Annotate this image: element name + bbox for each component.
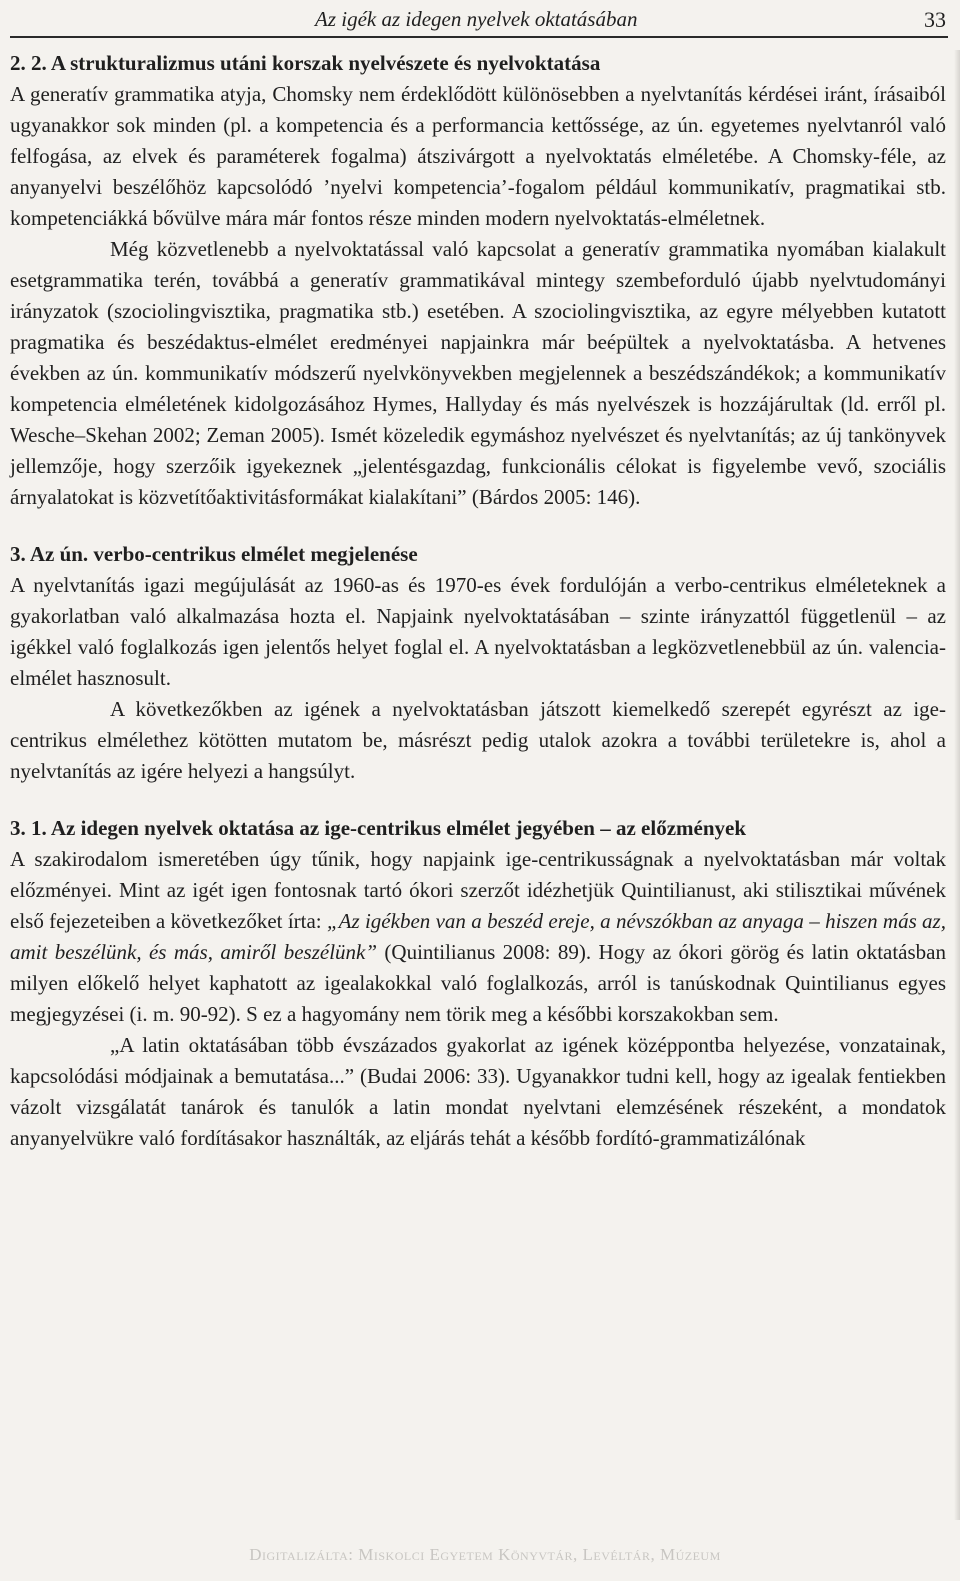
paragraph: A következőkben az igének a nyelvoktatásban játszott kiemelkedő szerepét egyrészt az ige-centrikus elmélethez kötötten mutatom be, másrészt pedig utalok azokra a további területekre is, ahol a nyelvtanítás az igére helyezi a hangsúlyt. <box>10 697 946 783</box>
paragraph: A nyelvtanítás igazi megújulását az 1960-as és 1970-es évek fordulóján a verbo-centrikus elméleteknek a gyakorlatban való alkalmazása hozta el. Napjaink nyelvoktatásában – szinte irányzattól függetlenül – az igékkel való foglalkozás igen jelentős helyet foglal el. A nyelvoktatásban a legközvetlenebbül az ún. valencia-elmélet hasznosult. <box>10 573 946 690</box>
section-heading-2-2: 2. 2. A strukturalizmus utáni korszak nyelvészete és nyelvoktatása <box>10 51 601 75</box>
digitization-watermark: Digitalizálta: Miskolci Egyetem Könyvtár, Levéltár, Múzeum <box>249 1545 721 1564</box>
paragraph-text: (Quintilianus 2008: 89). Hogy az ókori görög és latin oktatásban milyen előkelő helyet kaphatott az igealakokkal való foglalkozás, arról is tanúskodnak Quintilianus egyes megjegyzései (i. m. 90-92). S ez a hagyomány nem törik meg a későbbi korszakokban sem. <box>10 940 946 1026</box>
section-heading-3: 3. Az ún. verbo-centrikus elmélet megjelenése <box>10 542 418 566</box>
quintilianus-quote: „Az igékben van a beszéd ereje, a névszókban az anyaga – hiszen más az, amit beszélünk, és más, amiről beszélünk” <box>10 909 946 964</box>
paragraph: A generatív grammatika atyja, Chomsky nem érdeklődött különösebben a nyelvtanítás kérdései iránt, írásaiból ugyanakkor sok minden (pl. a kompetencia és a performancia kettőssége, az ún. egyetemes nyelvtanról való felfogása, az elvek és paraméterek fogalma) átszivárgott a nyelvoktatás elméletébe. A Chomsky-féle, az anyanyelvi beszélőhöz kapcsolódó ’nyelvi kompetencia’-fogalom például kommunikatív, pragmatikai stb. kompetenciákká bővülve mára már fontos része minden modern nyelvoktatás-elméletnek. <box>10 82 946 230</box>
section-heading-3-1: 3. 1. Az idegen nyelvek oktatása az ige-centrikus elmélet jegyében – az előzmények <box>10 816 747 840</box>
paragraph: „A latin oktatásában több évszázados gyakorlat az igének középpontba helyezése, vonzatainak, kapcsolódási módjainak a bemutatása...” (Budai 2006: 33). Ugyanakkor tudni kell, hogy az igealak fentiekben vázolt vizsgálatát tanárok és tanulók a latin mondat nyelvtani elemzésének részeként, a mondatok anyanyelvükre való fordításakor használták, az eljárás tehát a később fordító-grammatizálónak <box>10 1033 946 1150</box>
paragraph <box>10 844 946 1030</box>
paragraph: Még közvetlenebb a nyelvoktatással való kapcsolat a generatív grammatika nyomában kialakult esetgrammatika terén, továbbá a generatív grammatikával mintegy szembeforduló újabb nyelvtudományi irányzatok (szociolingvisztika, pragmatika stb.) esetében. A szociolingvisztika, az egyre mélyebben kutatott pragmatika és beszédaktus-elmélet eredményei napjainkra már beépültek a nyelvoktatásba. A hetvenes években az ún. kommunikatív módszerű nyelvkönyvekben megjelennek a beszédszándékok; a kommunikatív kompetencia elméletének kidolgozásához Hymes, Hallyday és más nyelvészek is hozzájárultak (ld. erről pl. Wesche–Skehan 2002; Zeman 2005). Ismét közeledik egymáshoz nyelvészet és nyelvtanítás; az új tankönyvek jellemzője, hogy szerzőik igyekeznek „jelentésgazdag, funkcionális célokat is figyelembe vevő, szociális árnyalatokat is közvetítőaktivitásformákat kialakítani” (Bárdos 2005: 146). <box>10 237 946 509</box>
running-title: Az igék az idegen nyelvek oktatásában <box>315 7 638 31</box>
running-header <box>10 4 948 38</box>
paragraph-text: A szakirodalom ismeretében úgy tűnik, hogy napjaink ige-centrikusságnak a nyelvoktatásban már voltak előzményei. Mint az igét igen fontosnak tartó ókori szerzőt idézhetjük Quintilianust, aki stilisztikai művének első fejezeteiben a következőket írta: <box>10 847 946 933</box>
scan-edge-shadow <box>954 50 960 1520</box>
main-text <box>10 48 946 1154</box>
page-number: 33 <box>924 7 946 32</box>
